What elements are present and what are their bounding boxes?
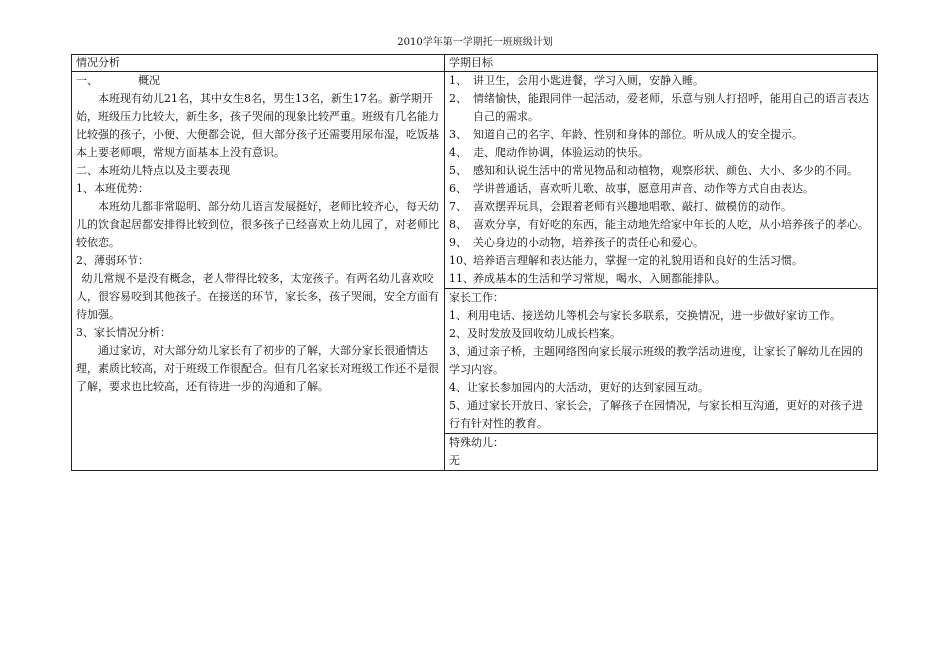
goal-item — [449, 216, 873, 234]
strengths-heading: 1、本班优势： — [76, 182, 149, 195]
class-plan-table — [71, 54, 878, 471]
section-features-heading: 二、本班幼儿特点以及主要表现 — [76, 164, 230, 177]
parent-work-cell — [445, 289, 878, 434]
section-number: 一、 — [76, 74, 98, 87]
goal-text: 感知和认说生活中的常见物品和动植物，观察形状、颜色、大小、多少的不同。 — [473, 164, 858, 177]
parent-work-item: 5、通过家长开放日、家长会，了解孩子在园情况，与家长相互沟通，更好的对孩子进行有针对性的教育。 — [449, 399, 863, 430]
header-situation-analysis: 情况分析 — [72, 55, 445, 72]
goal-item — [449, 162, 873, 180]
goal-item — [449, 270, 873, 288]
goal-number: 6、 — [449, 182, 467, 195]
special-children-cell — [445, 434, 878, 471]
section-title: 概况 — [138, 74, 160, 87]
parent-work-item: 1、利用电话、接送幼儿等机会与家长多联系，交换情况，进一步做好家访工作。 — [449, 309, 841, 322]
goal-number: 9、 — [449, 236, 467, 249]
goal-item — [449, 234, 873, 252]
goal-text: 知道自己的名字、年龄、性别和身体的部位。听从成人的安全提示。 — [473, 128, 803, 141]
goal-item — [449, 72, 873, 90]
parents-analysis-heading: 3、家长情况分析： — [76, 326, 171, 339]
goal-number: 5、 — [449, 164, 467, 177]
goal-text: 养成基本的生活和学习常规，喝水、入厕都能排队。 — [473, 272, 726, 285]
parents-analysis-body: 通过家访，对大部分幼儿家长有了初步的了解，大部分家长很通情达理，素质比较高，对于班级工作很配合。但有几名家长对班级工作还不是很了解，要求也比较高，还有待进一步的沟通和了解。 — [76, 344, 439, 393]
parent-work-item: 4、让家长参加园内的大活动，更好的达到家园互动。 — [449, 381, 709, 394]
goal-item — [449, 144, 873, 162]
weaknesses-heading: 2、薄弱环节： — [76, 254, 149, 267]
parent-work-item: 2、及时发放及回收幼儿成长档案。 — [449, 327, 621, 340]
goal-text: 情绪愉快，能跟同伴一起活动，爱老师，乐意与别人打招呼，能用自己的语言表达自己的需求。 — [473, 92, 869, 123]
parent-work-heading: 家长工作： — [449, 291, 504, 304]
semester-goals-cell — [445, 72, 878, 289]
special-children-heading: 特殊幼儿： — [449, 436, 504, 449]
weaknesses-body: 幼儿常规不是没有概念，老人带得比较多，太宠孩子。有两名幼儿喜欢咬人，很容易咬到其他孩子。在接送的环节，家长多，孩子哭闹，安全方面有待加强。 — [76, 272, 439, 321]
goal-number: 4、 — [449, 146, 467, 159]
goal-item — [449, 180, 873, 198]
goal-number: 11、 — [449, 272, 474, 285]
goal-item — [449, 126, 873, 144]
goal-text: 培养语言理解和表达能力，掌握一定的礼貌用语和良好的生活习惯。 — [473, 254, 803, 267]
goal-number: 10、 — [449, 254, 474, 267]
goal-text: 学讲普通话，喜欢听儿歌、故事，愿意用声音、动作等方式自由表达。 — [473, 182, 814, 195]
goal-text: 关心身边的小动物，培养孩子的责任心和爱心。 — [473, 236, 704, 249]
goal-number: 8、 — [449, 218, 467, 231]
situation-analysis-cell — [72, 72, 445, 471]
goal-text: 喜欢摆弄玩具，会跟着老师有兴趣地唱歌、敲打、做模仿的动作。 — [473, 200, 792, 213]
header-semester-goals: 学期目标 — [445, 55, 878, 72]
goal-number: 2、 — [449, 92, 467, 105]
goal-text: 讲卫生，会用小匙进餐，学习入厕，安静入睡。 — [473, 74, 704, 87]
section-overview-heading — [76, 72, 440, 90]
special-children-value: 无 — [449, 454, 460, 467]
overview-body: 本班现有幼儿21名，其中女生8名，男生13名，新生17名。新学期开始，班级压力比较大，新生多，孩子哭闹的现象比较严重。班级有几名能力比较强的孩子，小便、大便都会说，但大部分孩子还需要用尿布湿，吃饭基本上要老师喂，常规方面基本上没有意识。 — [76, 92, 439, 159]
goal-number: 3、 — [449, 128, 467, 141]
goal-number: 7、 — [449, 200, 467, 213]
goal-item — [449, 90, 873, 126]
strengths-body: 本班幼儿都非常聪明、部分幼儿语言发展挺好，老师比较齐心，每天幼儿的饮食起居都安排得比较到位，很多孩子已经喜欢上幼儿园了，对老师比较依恋。 — [76, 200, 439, 249]
document-title: 2010学年第一学期托一班班级计划 — [397, 37, 553, 48]
parent-work-item: 3、通过亲子桥，主题网络图向家长展示班级的教学活动进度，让家长了解幼儿在园的学习内容。 — [449, 345, 863, 376]
goal-text: 喜欢分享，有好吃的东西，能主动地先给家中年长的人吃，从小培养孩子的孝心。 — [473, 218, 869, 231]
goal-number: 1、 — [449, 74, 467, 87]
goal-text: 走、爬动作协调，体验运动的快乐。 — [473, 146, 649, 159]
goal-item — [449, 252, 873, 270]
goal-item — [449, 198, 873, 216]
